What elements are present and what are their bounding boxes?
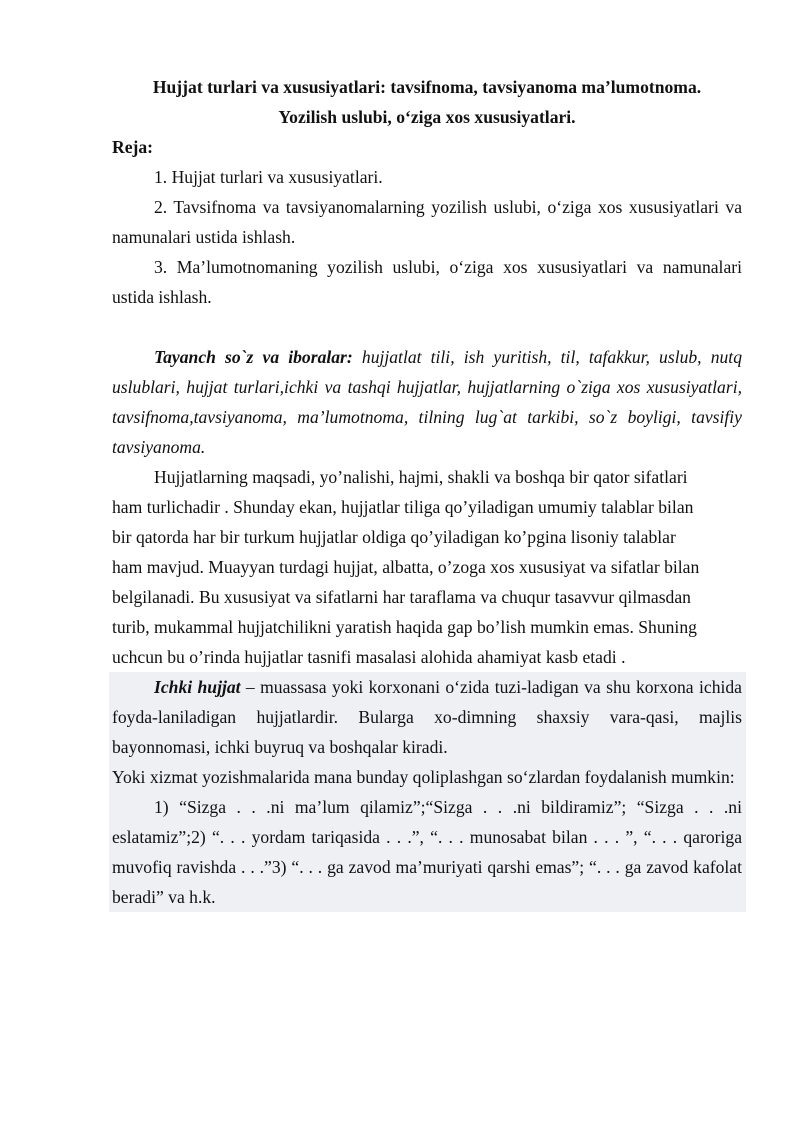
highlighted-section xyxy=(109,672,746,912)
intro-line-7: uchcun bu o’rinda hujjatlar tasnifi masalasi alohida ahamiyat kasb etadi . xyxy=(112,647,626,667)
keywords-text: hujjatlat tili, ish yuritish, til, tafakkur, uslub, nutq uslublari, hujjat turlari,ichki va tashqi hujjatlar, hujjatlarning o`ziga xos xususiyatlari, tavsifnoma,tavsiyanoma, ma’lumotnoma, tilning lug`at tarkibi, so`z boyligi, tavsifiy tavsiyanoma. xyxy=(112,347,742,457)
formula-examples-paragraph: 1) “Sizga . . .ni ma’lum qilamiz”;“Sizga . . .ni bildiramiz”; “Sizga . . .ni eslatamiz”;2) “. . . yordam tariqasida . . .”, “. . . munosabat bilan . . . ”, “. . . qaroriga muvofiq ravishda . . .”3) “. . . ga zavod ma’muriyati qarshi emas”; “. . . ga zavod kafolat beradi” va h.k. xyxy=(112,797,742,907)
intro-line-6: turib, mukammal hujjatchilikni yaratish haqida gap bo’lish mumkin emas. Shuning xyxy=(112,617,697,637)
plan-heading: Reja: xyxy=(112,137,154,157)
keywords-paragraph xyxy=(112,342,742,462)
internal-document-text: – muassasa yoki korxonani o‘zida tuzi-ladigan va shu korxona ichida foyda-laniladigan hujjatlardir. Bularga xo-dimning shaxsiy vara-qasi, majlis bayonnomasi, ichki buyruq va boshqalar kiradi. xyxy=(112,677,742,757)
intro-line-5: belgilanadi. Bu xususiyat va sifatlarni har taraflama va chuqur tasavvur qilmasdan xyxy=(112,587,691,607)
internal-document-paragraph xyxy=(112,672,742,762)
formula-intro-paragraph: Yoki xizmat yozishmalarida mana bunday qoliplashgan so‘zlardan foydalanish mumkin: xyxy=(112,767,735,787)
document-title-line-1: Hujjat turlari va xususiyatlari: tavsifnoma, tavsiyanoma ma’lumotnoma. xyxy=(152,77,702,97)
intro-line-1: Hujjatlarning maqsadi, yo’nalishi, hajmi, shakli va boshqa bir qator sifatlari xyxy=(154,467,688,487)
document-title-line-2: Yozilish uslubi, o‘ziga xos xususiyatlari. xyxy=(278,107,576,127)
plan-item-2: 2. Tavsifnoma va tavsiyanomalarning yozilish uslubi, o‘ziga xos xususiyatlari va namunalari ustida ishlash. xyxy=(112,197,742,247)
document-page xyxy=(112,72,742,912)
intro-line-2: ham turlichadir . Shunday ekan, hujjatlar tiliga qo’yiladigan umumiy talablar bilan xyxy=(112,497,694,517)
plan-item-3: 3. Ma’lumotnomaning yozilish uslubi, o‘ziga xos xususiyatlari va namunalari ustida ishlash. xyxy=(112,257,742,307)
intro-line-3: bir qatorda har bir turkum hujjatlar oldiga qo’yiladigan ko’pgina lisoniy talablar xyxy=(112,527,676,547)
intro-line-4: ham mavjud. Muayyan turdagi hujjat, albatta, o’zoga xos xususiyat va sifatlar bilan xyxy=(112,557,700,577)
keywords-label: Tayanch so`z va iboralar: xyxy=(154,347,353,367)
plan-item-1: 1. Hujjat turlari va xususiyatlari. xyxy=(154,167,383,187)
internal-document-term: Ichki hujjat xyxy=(154,677,241,697)
